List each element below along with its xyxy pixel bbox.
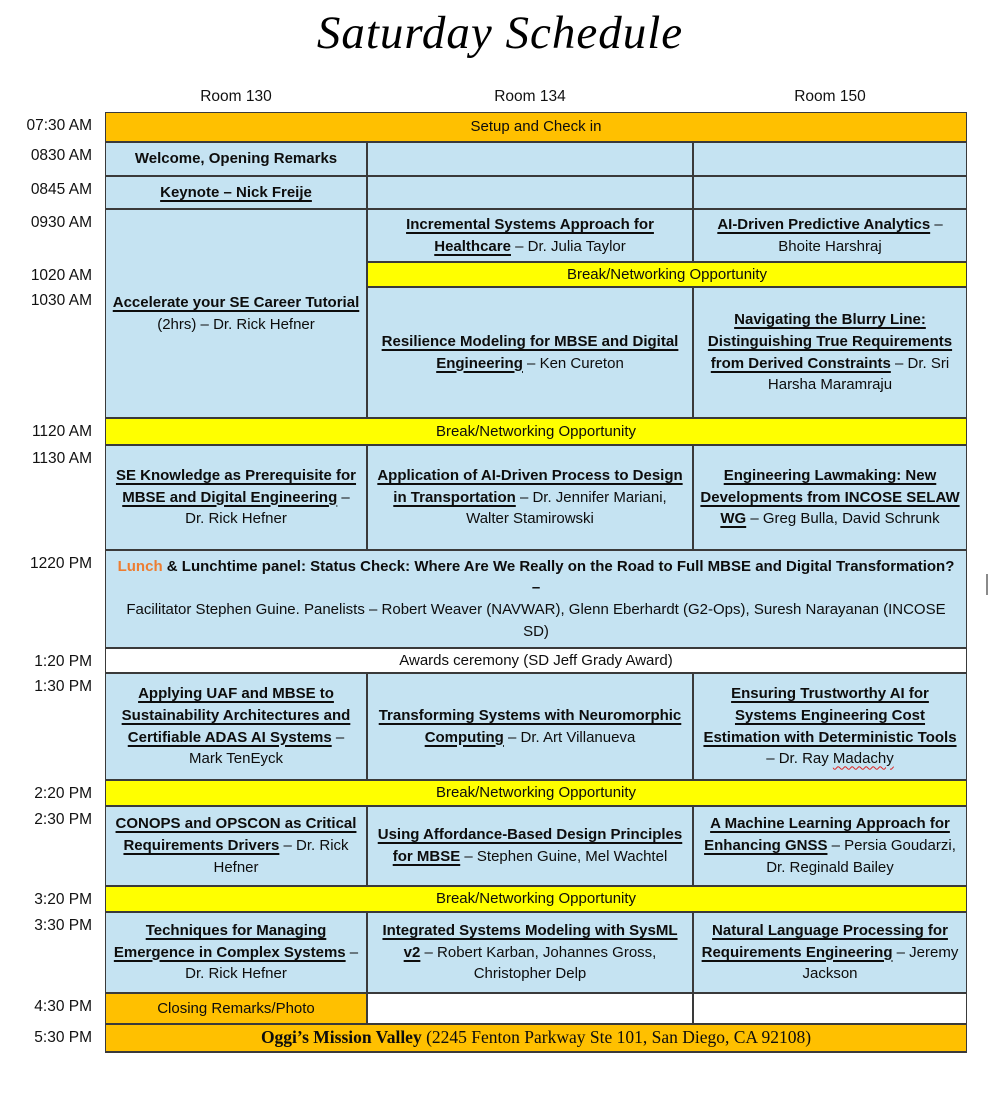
empty-cell-room134-0845: [367, 176, 693, 209]
misspelled-name: Madachy: [832, 750, 894, 768]
setup-cell: [105, 112, 967, 142]
room-header-150: Room 150: [794, 88, 866, 105]
time-label-1220: 1220 PM: [29, 555, 92, 572]
session-speakers: – Robert Karban, Johannes Gross, Christopher Delp: [420, 943, 657, 983]
session-speakers: – Dr. Jennifer Mariani, Walter Stamirowski: [466, 488, 667, 528]
session-title: Applying UAF and MBSE to Sustainability Architectures and Certifiable ADAS AI Systems: [121, 685, 351, 746]
session-speakers: – Dr. Rick Hefner: [185, 943, 359, 983]
time-label-0830: 0830 AM: [30, 147, 92, 164]
schedule-table: [0, 86, 967, 1052]
session-cell-neuromorphic: [367, 673, 693, 780]
time-label-0845: 0845 AM: [30, 181, 92, 198]
time-label-0320: 3:20 PM: [34, 891, 92, 908]
time-label-0530: 5:30 PM: [34, 1029, 92, 1046]
session-cell-nlp: [693, 912, 967, 993]
session-speakers: – Mark TenEyck: [189, 728, 345, 768]
session-cell-incremental: [367, 209, 693, 262]
session-title: Accelerate your SE Career Tutorial: [112, 293, 360, 311]
time-label-1130: 1130 AM: [31, 450, 92, 467]
lunch-panel-cell: [105, 550, 967, 648]
session-title: Ensuring Trustworthy AI for Systems Engineering Cost Estimation with Deterministic Tools: [703, 685, 957, 746]
break-cell-1020: [367, 262, 967, 287]
session-cell-trustworthy: [693, 673, 967, 780]
session-title: Integrated Systems Modeling with SysML v2: [382, 921, 678, 961]
session-speakers: – Dr. Ray: [766, 750, 833, 768]
time-label-1120: 1120 AM: [31, 423, 92, 440]
time-label-0430: 4:30 PM: [34, 998, 92, 1015]
dinner-address: (2245 Fenton Parkway Ste 101, San Diego, CA 92108): [421, 1027, 812, 1048]
time-label-0130: 1:30 PM: [34, 678, 92, 695]
empty-cell-room150-0830: [693, 142, 967, 176]
session-cell-emergence: [105, 912, 367, 993]
welcome-label: Welcome, Opening Remarks: [134, 150, 338, 168]
session-title: CONOPS and OPSCON as Critical Requirements Drivers: [115, 815, 357, 855]
session-title: A Machine Learning Approach for Enhancing GNSS: [704, 815, 950, 855]
session-speakers: – Dr. Art Villanueva: [503, 728, 636, 746]
session-title: Techniques for Managing Emergence in Complex Systems: [113, 921, 346, 961]
dinner-cell: [105, 1024, 967, 1052]
break-label: Break/Networking Opportunity: [566, 265, 768, 283]
time-label-0930: 0930 AM: [30, 214, 92, 231]
keynote-label: Keynote – Nick Freije: [160, 183, 312, 201]
break-label: Break/Networking Opportunity: [435, 422, 637, 440]
break-cell-0220: [105, 780, 967, 806]
setup-label: Setup and Check in: [470, 118, 602, 136]
empty-cell-room134-0830: [367, 142, 693, 176]
session-cell-sysml: [367, 912, 693, 993]
session-title: Using Affordance-Based Design Principles for MBSE: [377, 826, 683, 865]
session-cell-gnss: [693, 806, 967, 886]
session-cell-lawmaking: [693, 445, 967, 550]
session-title: Transforming Systems with Neuromorphic Computing: [378, 706, 682, 746]
session-cell-conops: [105, 806, 367, 886]
session-speakers: (2hrs) – Dr. Rick Hefner: [157, 315, 315, 333]
lunch-panelists: Facilitator Stephen Guine. Panelists – Robert Weaver (NAVWAR), Glenn Eberhardt (G2-Ops), Suresh Narayanan (INCOSE SD): [126, 601, 946, 640]
lunch-label: Lunch: [117, 557, 163, 575]
session-cell-resilience: [367, 287, 693, 418]
time-label-0730: 07:30 AM: [26, 117, 92, 134]
time-label-0330: 3:30 PM: [34, 917, 92, 934]
room-header-130: Room 130: [200, 88, 272, 105]
text-cursor-artifact: [986, 574, 988, 595]
session-speakers: – Stephen Guine, Mel Wachtel: [460, 848, 668, 865]
time-label-0220: 2:20 PM: [34, 785, 92, 802]
dinner-venue: Oggi’s Mission Valley: [260, 1027, 422, 1048]
empty-cell-room134-0430: [367, 993, 693, 1024]
session-cell-se-knowledge: [105, 445, 367, 550]
keynote-cell: [105, 176, 367, 209]
session-speakers: – Bhoite Harshraj: [778, 215, 943, 255]
time-label-0230: 2:30 PM: [34, 811, 92, 828]
session-speakers: – Jeremy Jackson: [802, 943, 959, 983]
break-label: Break/Networking Opportunity: [435, 890, 637, 908]
session-title: AI-Driven Predictive Analytics: [717, 215, 931, 233]
session-speakers: – Greg Bulla, David Schrunk: [746, 510, 940, 528]
session-title: Natural Language Processing for Requirements Engineering: [701, 921, 948, 961]
session-cell-tutorial: [105, 209, 367, 418]
break-label: Break/Networking Opportunity: [435, 784, 637, 802]
page-title: Saturday Schedule: [316, 7, 684, 59]
time-label-0120: 1:20 PM: [34, 653, 92, 670]
session-title: SE Knowledge as Prerequisite for MBSE and Digital Engineering: [115, 466, 357, 506]
break-cell-0320: [105, 886, 967, 912]
time-label-1020: 1020 AM: [30, 267, 92, 284]
session-title: Resilience Modeling for MBSE and Digital Engineering: [381, 332, 679, 372]
session-speakers: – Persia Goudarzi, Dr. Reginald Bailey: [766, 837, 956, 876]
lunch-panel-title: & Lunchtime panel: Status Check: Where Are We Really on the Road to Full MBSE and Digital Transformation? –: [162, 557, 955, 597]
session-speakers: – Ken Cureton: [522, 354, 624, 372]
room-header-134: Room 134: [494, 88, 566, 105]
session-cell-ai-predictive: [693, 209, 967, 262]
awards-cell: [105, 648, 967, 673]
session-title: Navigating the Blurry Line: Distinguishing True Requirements from Derived Constraints: [707, 311, 953, 372]
welcome-cell: [105, 142, 367, 176]
session-cell-application-ai: [367, 445, 693, 550]
session-speakers: – Dr. Julia Taylor: [510, 237, 626, 255]
time-label-1030: 1030 AM: [30, 292, 92, 309]
session-title: Application of AI-Driven Process to Design in Transportation: [377, 466, 683, 506]
session-speakers: – Dr. Sri Harsha Maramraju: [767, 354, 950, 394]
session-title: Incremental Systems Approach for Healthcare: [406, 215, 654, 255]
awards-label: Awards ceremony (SD Jeff Grady Award): [399, 651, 673, 669]
session-cell-affordance: [367, 806, 693, 886]
closing-cell: [105, 993, 367, 1024]
session-cell-navigating: [693, 287, 967, 418]
empty-cell-room150-0845: [693, 176, 967, 209]
empty-cell-room150-0430: [693, 993, 967, 1024]
session-speakers: – Dr. Rick Hefner: [213, 837, 349, 876]
session-speakers: – Dr. Rick Hefner: [185, 488, 350, 528]
session-title: Engineering Lawmaking: New Developments from INCOSE SELAW WG: [700, 466, 960, 528]
session-cell-uaf: [105, 673, 367, 780]
break-cell-1120: [105, 418, 967, 445]
closing-label: Closing Remarks/Photo: [157, 999, 315, 1017]
